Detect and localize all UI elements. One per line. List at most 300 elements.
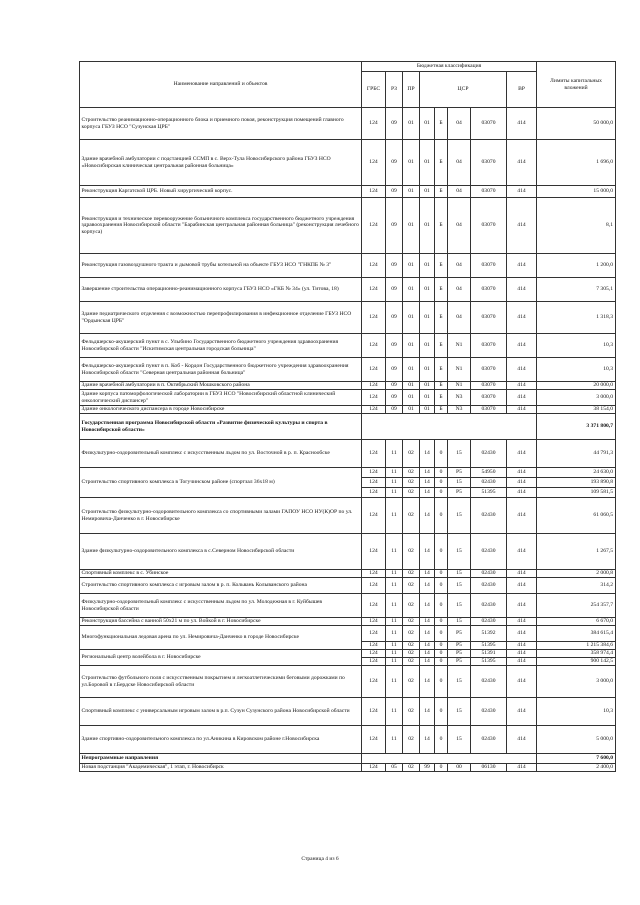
pr-cell: 02: [403, 488, 420, 498]
vr-cell: 414: [507, 488, 537, 498]
header-pr: ПР: [403, 72, 420, 108]
pr-cell: 01: [403, 358, 420, 382]
table-row: [80, 618, 616, 626]
pr-cell: 01: [403, 198, 420, 254]
rz-cell: 11: [386, 618, 403, 626]
csr-program-cell: 14: [420, 642, 435, 650]
csr-code-cell: 02430: [471, 478, 507, 488]
grbs-cell: 124: [362, 468, 386, 478]
csr-section-cell: 15: [448, 478, 471, 488]
csr-code-cell: 03070: [471, 358, 507, 382]
table-row: [80, 140, 616, 186]
csr-program-cell: 01: [420, 406, 435, 414]
csr-code-cell: 02430: [471, 698, 507, 726]
rz-cell: 09: [386, 302, 403, 334]
csr-type-cell: 0: [435, 642, 448, 650]
header-rz: РЗ: [386, 72, 403, 108]
grbs-cell: 124: [362, 666, 386, 698]
table-row: [80, 406, 616, 414]
vr-cell: 414: [507, 658, 537, 666]
limit-value: 15 000,0: [537, 186, 616, 198]
limit-value: 1 696,0: [537, 140, 616, 186]
header-budget-class: Бюджетная классификация: [362, 62, 537, 72]
table-row: [80, 626, 616, 642]
object-name: Здание врачебной амбулатории с подстанцией ССМП в с. Верх-Тула Новосибирского района ГБУЗ НСО «Новосибирская клиническая центральная районная больница»: [80, 140, 362, 186]
csr-code-cell: 03070: [471, 198, 507, 254]
limit-value: 2 000,8: [537, 570, 616, 578]
rz-cell: 09: [386, 198, 403, 254]
pr-cell: 02: [403, 726, 420, 754]
csr-type-cell: 0: [435, 498, 448, 534]
vr-cell: 414: [507, 578, 537, 594]
pr-cell: 02: [403, 578, 420, 594]
rz-cell: 11: [386, 594, 403, 618]
csr-type-cell: Б: [435, 278, 448, 302]
csr-program-cell: 14: [420, 666, 435, 698]
csr-section-cell: 04: [448, 198, 471, 254]
document-page: [79, 61, 615, 772]
vr-cell: 414: [507, 726, 537, 754]
table-row: [80, 108, 616, 140]
csr-section-cell: 15: [448, 618, 471, 626]
table-row: [80, 726, 616, 754]
csr-type-cell: 0: [435, 594, 448, 618]
object-name: Спортивный комплекс в с. Убинское: [80, 570, 362, 578]
rz-cell: 09: [386, 254, 403, 278]
grbs-cell: 124: [362, 650, 386, 658]
limit-value: 109 581,5: [537, 488, 616, 498]
table-body: [80, 108, 616, 772]
csr-section-cell: 04: [448, 140, 471, 186]
csr-code-cell: 51395: [471, 642, 507, 650]
csr-program-cell: 14: [420, 618, 435, 626]
pr-cell: 02: [403, 650, 420, 658]
grbs-cell: 124: [362, 488, 386, 498]
pr-cell: 01: [403, 108, 420, 140]
csr-type-cell: 0: [435, 570, 448, 578]
csr-code-cell: 03070: [471, 390, 507, 406]
table-row: [80, 440, 616, 468]
limit-value: 10,3: [537, 358, 616, 382]
limit-value: 5 000,0: [537, 726, 616, 754]
csr-type-cell: 0: [435, 726, 448, 754]
csr-type-cell: 0: [435, 626, 448, 642]
csr-code-cell: 54950: [471, 468, 507, 478]
table-row: [80, 302, 616, 334]
limit-value: 6 670,0: [537, 618, 616, 626]
csr-section-cell: N1: [448, 334, 471, 358]
grbs-cell: 124: [362, 108, 386, 140]
vr-cell: 414: [507, 478, 537, 488]
vr-cell: 414: [507, 626, 537, 642]
csr-program-cell: 01: [420, 334, 435, 358]
vr-cell: 414: [507, 650, 537, 658]
csr-section-cell: 15: [448, 498, 471, 534]
table-row: [80, 754, 616, 764]
limit-value: 10,3: [537, 334, 616, 358]
csr-type-cell: 0: [435, 698, 448, 726]
limit-value: 1 215 384,6: [537, 642, 616, 650]
vr-cell: 414: [507, 440, 537, 468]
csr-type-cell: Б: [435, 358, 448, 382]
pr-cell: 02: [403, 666, 420, 698]
csr-section-cell: 15: [448, 570, 471, 578]
grbs-cell: 124: [362, 478, 386, 488]
object-name: Реконструкция Каргатской ЦРБ. Новый хирургический корпус.: [80, 186, 362, 198]
vr-cell: 414: [507, 278, 537, 302]
csr-code-cell: 51392: [471, 626, 507, 642]
rz-cell: 11: [386, 468, 403, 478]
csr-section-cell: 04: [448, 108, 471, 140]
csr-section-cell: 15: [448, 726, 471, 754]
csr-type-cell: Б: [435, 334, 448, 358]
object-name: Физкультурно-оздоровительный комплекс с искусственным льдом по ул. Молодежная в г. Куйбышев Новосибирской области: [80, 594, 362, 618]
csr-program-cell: 14: [420, 698, 435, 726]
pr-cell: 02: [403, 440, 420, 468]
csr-type-cell: Б: [435, 382, 448, 390]
csr-code-cell: 03070: [471, 140, 507, 186]
rz-cell: 11: [386, 726, 403, 754]
vr-cell: 414: [507, 570, 537, 578]
vr-cell: 414: [507, 358, 537, 382]
csr-type-cell: 0: [435, 488, 448, 498]
header-name: Наименование направлений и объектов: [80, 62, 362, 108]
pr-cell: 01: [403, 334, 420, 358]
pr-cell: 02: [403, 498, 420, 534]
limit-value: 1 318,3: [537, 302, 616, 334]
table-row: [80, 578, 616, 594]
grbs-cell: 124: [362, 390, 386, 406]
csr-program-cell: 01: [420, 382, 435, 390]
object-name: Спортивный комплекс с универсальным игровым залом в р.п. Сузун Сузунского района Новосибирской области: [80, 698, 362, 726]
vr-cell: 414: [507, 186, 537, 198]
pr-cell: 02: [403, 570, 420, 578]
csr-code-cell: 02430: [471, 570, 507, 578]
csr-program-cell: 01: [420, 302, 435, 334]
object-name: Реконструкция бассейна с ванной 50х21 м по ул. Войкой в г. Новосибирске: [80, 618, 362, 626]
table-row: [80, 468, 616, 478]
table-row: [80, 198, 616, 254]
csr-section-cell: 15: [448, 578, 471, 594]
csr-section-cell: P5: [448, 468, 471, 478]
csr-code-cell: 03070: [471, 278, 507, 302]
vr-cell: 414: [507, 334, 537, 358]
object-name: Реконструкция газовоздушного тракта и дымовой трубы котельной на объекте ГБУЗ НСО "ГНКПБ № 3": [80, 254, 362, 278]
object-name: Государственная программа Новосибирской области «Развитие физической культуры и спорта в Новосибирской области»: [80, 414, 362, 440]
vr-cell: 414: [507, 406, 537, 414]
limit-value: 20 000,0: [537, 382, 616, 390]
grbs-cell: 124: [362, 254, 386, 278]
rz-cell: 11: [386, 650, 403, 658]
limit-value: 3 371 800,7: [537, 414, 616, 440]
rz-cell: 11: [386, 642, 403, 650]
rz-cell: 11: [386, 698, 403, 726]
vr-cell: 414: [507, 468, 537, 478]
csr-type-cell: 0: [435, 468, 448, 478]
table-row: [80, 594, 616, 618]
csr-section-cell: 15: [448, 440, 471, 468]
csr-code-cell: 06130: [471, 764, 507, 772]
rz-cell: 11: [386, 626, 403, 642]
csr-code-cell: 03070: [471, 186, 507, 198]
grbs-cell: 124: [362, 642, 386, 650]
grbs-cell: 124: [362, 198, 386, 254]
vr-cell: 414: [507, 390, 537, 406]
csr-type-cell: 0: [435, 534, 448, 570]
grbs-cell: 124: [362, 570, 386, 578]
csr-code-cell: 03070: [471, 302, 507, 334]
header-limits: Лимиты капитальных вложений: [537, 62, 616, 108]
pr-cell: 01: [403, 278, 420, 302]
pr-cell: 02: [403, 642, 420, 650]
rz-cell: 09: [386, 108, 403, 140]
table-row: [80, 414, 616, 440]
csr-program-cell: 01: [420, 390, 435, 406]
pr-cell: 02: [403, 534, 420, 570]
csr-program-cell: 14: [420, 578, 435, 594]
csr-section-cell: 04: [448, 302, 471, 334]
csr-type-cell: 0: [435, 666, 448, 698]
object-name: Завершение строительства операционно-реанимационного корпуса ГБУЗ НСО «ГКБ № 34» (ул. Титова, 18): [80, 278, 362, 302]
vr-cell: 414: [507, 498, 537, 534]
pr-cell: 02: [403, 658, 420, 666]
vr-cell: 414: [507, 764, 537, 772]
rz-cell: 09: [386, 382, 403, 390]
vr-cell: 414: [507, 254, 537, 278]
grbs-cell: 124: [362, 726, 386, 754]
object-name: Фельдшерско-акушерский пункт в п. Коб - Кордон Государственного бюджетного учреждения здравоохранения Новосибирской области "Северная центральная районная больница": [80, 358, 362, 382]
grbs-cell: 124: [362, 626, 386, 642]
csr-section-cell: N1: [448, 382, 471, 390]
grbs-cell: 124: [362, 140, 386, 186]
table-row: [80, 570, 616, 578]
csr-program-cell: 01: [420, 198, 435, 254]
csr-type-cell: 0: [435, 658, 448, 666]
object-name: Здание врачебной амбулатории в п. Октябрьский Мошковского района: [80, 382, 362, 390]
csr-program-cell: 01: [420, 254, 435, 278]
limit-value: 900 142,5: [537, 658, 616, 666]
csr-type-cell: Б: [435, 302, 448, 334]
object-name: Строительство физкультурно-оздоровительного комплекса со спортивными залами ГАПОУ НСО НУ(К)ОР по ул. Немировича-Данченко в г. Новосибирске: [80, 498, 362, 534]
limit-value: 1 267,5: [537, 534, 616, 570]
page-footer: Страница 4 из 6: [301, 856, 339, 862]
csr-section-cell: P5: [448, 626, 471, 642]
table-row: [80, 278, 616, 302]
csr-code-cell: 51395: [471, 658, 507, 666]
rz-cell: 11: [386, 658, 403, 666]
csr-program-cell: 14: [420, 498, 435, 534]
csr-code-cell: 02430: [471, 666, 507, 698]
vr-cell: 414: [507, 666, 537, 698]
csr-program-cell: 99: [420, 764, 435, 772]
csr-program-cell: 14: [420, 468, 435, 478]
limit-value: 50 000,0: [537, 108, 616, 140]
limit-value: 61 060,5: [537, 498, 616, 534]
csr-type-cell: 0: [435, 764, 448, 772]
grbs-cell: 124: [362, 498, 386, 534]
rz-cell: 11: [386, 570, 403, 578]
vr-cell: 414: [507, 108, 537, 140]
pr-cell: 02: [403, 626, 420, 642]
grbs-cell: 124: [362, 382, 386, 390]
csr-type-cell: 0: [435, 440, 448, 468]
object-name: Строительство спортивного комплекса в Тогучинском районе (спортзал 36х18 м): [80, 468, 362, 498]
rz-cell: 09: [386, 186, 403, 198]
pr-cell: 01: [403, 186, 420, 198]
csr-program-cell: 14: [420, 570, 435, 578]
csr-code-cell: 02430: [471, 534, 507, 570]
pr-cell: 02: [403, 594, 420, 618]
csr-section-cell: 04: [448, 186, 471, 198]
csr-program-cell: 14: [420, 534, 435, 570]
table-row: [80, 666, 616, 698]
object-name: Фельдшерско-акушерский пункт в с. Улыбино Государственного бюджетного учреждения здравоохранения Новосибирской области "Искитимская центральная городская больница": [80, 334, 362, 358]
csr-program-cell: 14: [420, 478, 435, 488]
pr-cell: 02: [403, 468, 420, 478]
grbs-cell: 124: [362, 302, 386, 334]
csr-program-cell: 14: [420, 594, 435, 618]
limit-value: 3 000,0: [537, 666, 616, 698]
csr-program-cell: 14: [420, 650, 435, 658]
grbs-cell: 124: [362, 658, 386, 666]
grbs-cell: 124: [362, 534, 386, 570]
csr-type-cell: 0: [435, 618, 448, 626]
limit-value: 10,3: [537, 698, 616, 726]
csr-type-cell: Б: [435, 254, 448, 278]
limit-value: 44 791,3: [537, 440, 616, 468]
grbs-cell: 124: [362, 578, 386, 594]
table-row: [80, 358, 616, 382]
vr-cell: 414: [507, 382, 537, 390]
limit-value: 3 000,0: [537, 390, 616, 406]
csr-section-cell: 15: [448, 698, 471, 726]
csr-code-cell: 51395: [471, 488, 507, 498]
rz-cell: 11: [386, 440, 403, 468]
csr-program-cell: 14: [420, 658, 435, 666]
rz-cell: 09: [386, 406, 403, 414]
table-row: [80, 764, 616, 772]
csr-code-cell: 03070: [471, 382, 507, 390]
csr-section-cell: N3: [448, 390, 471, 406]
csr-type-cell: Б: [435, 140, 448, 186]
object-name: Здание корпуса патоморфологической лаборатории в ГБУЗ НСО "Новосибирский областной клинический онкологический диспансер": [80, 390, 362, 406]
csr-program-cell: 01: [420, 108, 435, 140]
csr-program-cell: 14: [420, 488, 435, 498]
pr-cell: 02: [403, 698, 420, 726]
object-name: Реконструкция и техническое перевооружение больничного комплекса государственного бюджетного учреждения здравоохранения Новосибирской области "Барабинская центральная районная больница" (реконструкция лечебного корпуса): [80, 198, 362, 254]
grbs-cell: 124: [362, 618, 386, 626]
csr-program-cell: 14: [420, 626, 435, 642]
pr-cell: 02: [403, 478, 420, 488]
grbs-cell: 124: [362, 764, 386, 772]
grbs-cell: 124: [362, 594, 386, 618]
csr-program-cell: 01: [420, 358, 435, 382]
pr-cell: 01: [403, 390, 420, 406]
csr-section-cell: 00: [448, 764, 471, 772]
limit-value: 314,2: [537, 578, 616, 594]
rz-cell: 11: [386, 488, 403, 498]
csr-type-cell: Б: [435, 406, 448, 414]
pr-cell: 01: [403, 254, 420, 278]
rz-cell: 05: [386, 764, 403, 772]
csr-code-cell: 02430: [471, 618, 507, 626]
csr-section-cell: P5: [448, 650, 471, 658]
csr-code-cell: 51391: [471, 650, 507, 658]
csr-program-cell: 14: [420, 726, 435, 754]
table-row: [80, 698, 616, 726]
object-name: Строительство футбольного поля с искусственным покрытием и легкоатлетическими беговыми дорожками по ул.Боровой в г.Бердске Новосибирской области: [80, 666, 362, 698]
table-row: [80, 186, 616, 198]
grbs-cell: 124: [362, 358, 386, 382]
object-name: Строительство спортивного комплекса с игровым залом в р. п. Кольвань Колыванского района: [80, 578, 362, 594]
object-name: Региональный центр волейбола в г. Новосибирске: [80, 650, 362, 666]
csr-code-cell: 02430: [471, 440, 507, 468]
csr-type-cell: 0: [435, 650, 448, 658]
table-row: [80, 390, 616, 406]
grbs-cell: 124: [362, 334, 386, 358]
pr-cell: 01: [403, 382, 420, 390]
header-csr: ЦСР: [420, 72, 507, 108]
limit-value: 38 154,0: [537, 406, 616, 414]
table-row: [80, 334, 616, 358]
csr-section-cell: 15: [448, 594, 471, 618]
header-vr: ВР: [507, 72, 537, 108]
object-name: Здание физкультурно-оздоровительного комплекса в с.Северном Новосибирской области: [80, 534, 362, 570]
object-name: Строительство реанимационно-операционного блока и приемного покоя, реконструкция помещений главного корпуса ГБУЗ НСО "Сузунская ЦРБ": [80, 108, 362, 140]
object-name: Физкультурно-оздоровительный комплекс с искусственным льдом по ул. Восточной в р. п. Краснообске: [80, 440, 362, 468]
rz-cell: 09: [386, 334, 403, 358]
pr-cell: 02: [403, 618, 420, 626]
limit-value: 7 305,1: [537, 278, 616, 302]
object-name: Новая подстанция "Академическая", 1 этап, г. Новосибирск: [80, 764, 362, 772]
csr-section-cell: P5: [448, 658, 471, 666]
csr-program-cell: 14: [420, 440, 435, 468]
limit-value: 193 890,8: [537, 478, 616, 488]
table-row: [80, 254, 616, 278]
csr-code-cell: 02430: [471, 726, 507, 754]
csr-type-cell: Б: [435, 108, 448, 140]
csr-type-cell: 0: [435, 578, 448, 594]
rz-cell: 09: [386, 390, 403, 406]
csr-section-cell: P5: [448, 488, 471, 498]
rz-cell: 11: [386, 666, 403, 698]
vr-cell: 414: [507, 140, 537, 186]
rz-cell: 11: [386, 498, 403, 534]
grbs-cell: 124: [362, 278, 386, 302]
rz-cell: 11: [386, 578, 403, 594]
pr-cell: 01: [403, 406, 420, 414]
csr-code-cell: 03070: [471, 254, 507, 278]
csr-section-cell: 04: [448, 278, 471, 302]
csr-code-cell: 03070: [471, 334, 507, 358]
pr-cell: 02: [403, 764, 420, 772]
object-name: Здание педиатрического отделения с возможностью перепрофилирования в инфекционное отделение ГБУЗ НСО "Ордынская ЦРБ": [80, 302, 362, 334]
table-row: [80, 650, 616, 658]
csr-section-cell: 15: [448, 534, 471, 570]
table-row: [80, 498, 616, 534]
csr-code-cell: 02430: [471, 498, 507, 534]
object-name: Здание онкологического диспансера в городе Новосибирске: [80, 406, 362, 414]
csr-program-cell: 01: [420, 140, 435, 186]
rz-cell: 11: [386, 534, 403, 570]
grbs-cell: 124: [362, 406, 386, 414]
csr-program-cell: 01: [420, 186, 435, 198]
vr-cell: 414: [507, 534, 537, 570]
rz-cell: 09: [386, 140, 403, 186]
csr-section-cell: N3: [448, 406, 471, 414]
csr-code-cell: 03070: [471, 406, 507, 414]
vr-cell: 414: [507, 642, 537, 650]
